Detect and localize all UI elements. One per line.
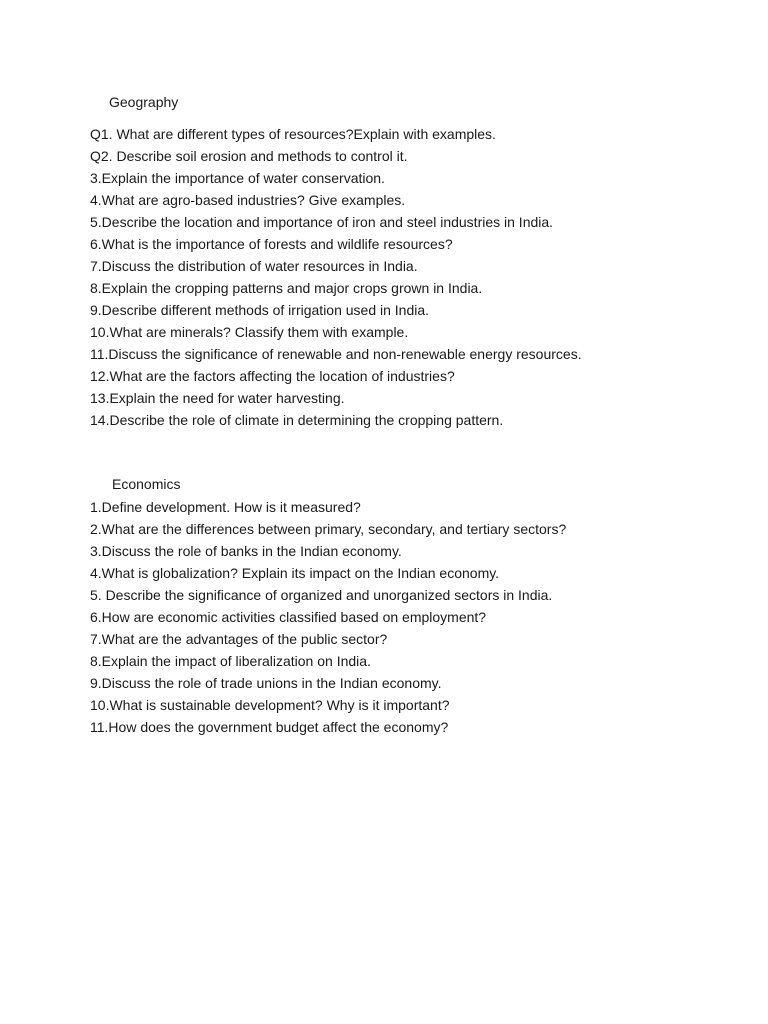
economics-question: 3.Discuss the role of banks in the Indian economy. — [90, 543, 402, 559]
economics-question-list — [90, 496, 730, 738]
economics-question: 4.What is globalization? Explain its impact on the Indian economy. — [90, 565, 500, 581]
geography-question: 3.Explain the importance of water conservation. — [90, 170, 385, 186]
geography-question-list — [90, 123, 730, 431]
geography-question: 5.Describe the location and importance of iron and steel industries in India. — [90, 214, 554, 230]
geography-question: 10.What are minerals? Classify them with example. — [90, 324, 409, 340]
economics-question: 9.Discuss the role of trade unions in the Indian economy. — [90, 675, 442, 691]
geography-question: 14.Describe the role of climate in determining the cropping pattern. — [90, 412, 504, 428]
geography-question: 6.What is the importance of forests and wildlife resources? — [90, 236, 453, 252]
economics-question: 8.Explain the impact of liberalization on India. — [90, 653, 371, 669]
geography-question: 9.Describe different methods of irrigation used in India. — [90, 302, 430, 318]
geography-question: 12.What are the factors affecting the location of industries? — [90, 368, 455, 384]
economics-section — [90, 474, 730, 738]
geography-question: 7.Discuss the distribution of water resources in India. — [90, 258, 418, 274]
economics-question: 10.What is sustainable development? Why is it important? — [90, 697, 450, 713]
economics-question: 2.What are the differences between primary, secondary, and tertiary sectors? — [90, 521, 567, 537]
economics-question: 6.How are economic activities classified based on employment? — [90, 609, 487, 625]
geography-question: 4.What are agro-based industries? Give examples. — [90, 192, 406, 208]
geography-question: Q2. Describe soil erosion and methods to control it. — [90, 148, 408, 164]
economics-question: 7.What are the advantages of the public sector? — [90, 631, 388, 647]
economics-question: 5. Describe the significance of organized and unorganized sectors in India. — [90, 587, 553, 603]
geography-section — [90, 92, 730, 431]
geography-question: 8.Explain the cropping patterns and major crops grown in India. — [90, 280, 483, 296]
geography-heading: Geography — [109, 94, 179, 110]
economics-heading: Economics — [112, 476, 181, 492]
economics-question: 1.Define development. How is it measured? — [90, 499, 361, 515]
geography-question: 11.Discuss the significance of renewable and non-renewable energy resources. — [90, 346, 582, 362]
geography-question: 13.Explain the need for water harvesting. — [90, 390, 345, 406]
economics-question: 11.How does the government budget affect the economy? — [90, 719, 449, 735]
geography-question: Q1. What are different types of resources?Explain with examples. — [90, 126, 496, 142]
